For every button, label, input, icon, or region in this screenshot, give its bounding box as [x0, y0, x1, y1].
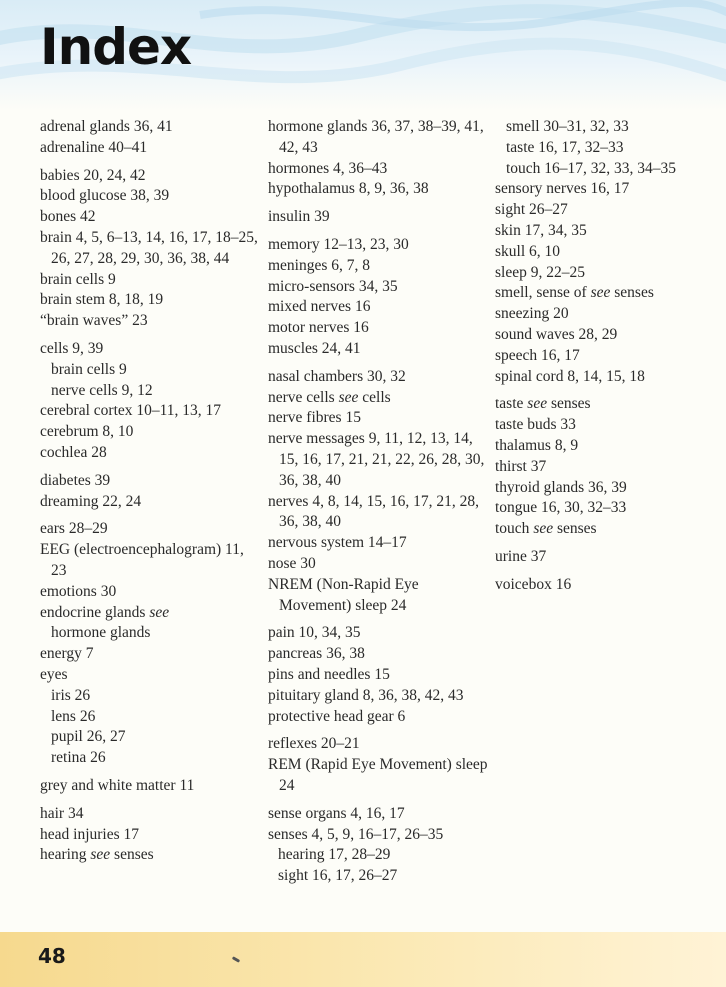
see-target: senses [553, 520, 597, 538]
index-entry-text: NREM (Non-Rapid Eye Movement) sleep 24 [268, 575, 419, 614]
index-entry-text: insulin 39 [268, 208, 330, 226]
index-entry-text: tongue 16, 30, 32–33 [495, 499, 627, 517]
index-entry [495, 200, 723, 221]
page-title: Index [40, 18, 192, 76]
index-entry-text: nerve fibres 15 [268, 409, 361, 427]
index-entry-text: taste 16, 17, 32–33 [506, 138, 624, 156]
index-entry-text: energy 7 [40, 645, 94, 663]
index-entry [40, 471, 262, 492]
index-entry-text: ears 28–29 [40, 520, 108, 538]
index-entry-text: head injuries 17 [40, 825, 140, 843]
index-entry-text: adrenaline 40–41 [40, 138, 148, 156]
index-entry [40, 443, 262, 464]
index-entry [495, 138, 723, 159]
index-entry [268, 845, 490, 866]
see-target: senses [610, 284, 654, 302]
index-entry-text: touch [495, 520, 534, 538]
index-entry [268, 533, 490, 554]
index-entry-text: diabetes 39 [40, 471, 111, 489]
index-entry [40, 228, 262, 270]
index-entry [495, 117, 723, 138]
ink-speck [232, 956, 240, 963]
index-entry-text: iris 26 [51, 686, 91, 704]
index-entry [40, 138, 262, 159]
index-entry-text: nerve cells [268, 388, 339, 406]
see-target: senses [547, 395, 591, 413]
index-entry [268, 734, 490, 755]
page-number: 48 [38, 944, 66, 968]
index-entry-text: smell, sense of [495, 284, 591, 302]
index-entry [40, 186, 262, 207]
index-entry [495, 519, 723, 540]
index-entry [40, 519, 262, 540]
index-entry-text: cochlea 28 [40, 443, 107, 461]
index-entry-text: babies 20, 24, 42 [40, 166, 146, 184]
index-entry-text: thirst 37 [495, 457, 547, 475]
index-entry [495, 304, 723, 325]
index-entry [495, 436, 723, 457]
index-entry [40, 401, 262, 422]
index-entry [40, 117, 262, 138]
index-entry-text: pupil 26, 27 [51, 728, 126, 746]
index-entry [495, 179, 723, 200]
index-entry [268, 429, 490, 491]
index-entry [268, 492, 490, 534]
index-entry-text: thyroid glands 36, 39 [495, 478, 627, 496]
see-reference: see [149, 603, 170, 621]
index-entry [495, 415, 723, 436]
index-entry-text: muscles 24, 41 [268, 339, 361, 357]
index-entry [40, 166, 262, 187]
index-entry [268, 367, 490, 388]
index-entry [268, 179, 490, 200]
index-entry [268, 686, 490, 707]
index-entry [40, 311, 262, 332]
index-entry [40, 270, 262, 291]
index-entry [495, 346, 723, 367]
index-entry-text: sound waves 28, 29 [495, 325, 618, 343]
index-entry [268, 159, 490, 180]
index-entry-text: pain 10, 34, 35 [268, 624, 361, 642]
index-entry-text: smell 30–31, 32, 33 [506, 118, 629, 135]
index-entry-text: hearing [40, 846, 91, 864]
index-entry [495, 394, 723, 415]
index-entry [268, 665, 490, 686]
index-column-1 [40, 117, 262, 866]
index-entry-text: hair 34 [40, 804, 84, 822]
see-reference: see [90, 846, 111, 864]
index-entry-text: meninges 6, 7, 8 [268, 256, 371, 274]
footer-bar [0, 932, 726, 987]
index-entry [40, 290, 262, 311]
index-entry [40, 707, 262, 728]
index-entry-text: senses 4, 5, 9, 16–17, 26–35 [268, 825, 444, 843]
index-entry-text: brain cells 9 [40, 270, 116, 288]
index-entry-text: EEG (electroencephalogram) 11, 23 [40, 541, 244, 579]
index-entry [495, 367, 723, 388]
index-entry [268, 866, 490, 887]
index-entry [495, 263, 723, 284]
index-entry-text: taste [495, 395, 528, 413]
index-entry [495, 221, 723, 242]
index-entry-text: emotions 30 [40, 582, 117, 600]
index-entry-text: nose 30 [268, 554, 316, 572]
index-entry [268, 755, 490, 797]
index-entry-text: spinal cord 8, 14, 15, 18 [495, 367, 645, 385]
index-entry-text: skin 17, 34, 35 [495, 221, 587, 239]
index-entry [40, 381, 262, 402]
index-entry [268, 388, 490, 409]
index-entry [268, 623, 490, 644]
index-entry-text: nerve messages 9, 11, 12, 13, 14, 15, 16, 17, 21, 21, 22, 26, 28, 30, 36, 38, 40 [268, 430, 485, 489]
index-entry [268, 554, 490, 575]
index-entry [40, 776, 262, 797]
index-entry-text: hypothalamus 8, 9, 36, 38 [268, 180, 429, 198]
index-entry-text: nerves 4, 8, 14, 15, 16, 17, 21, 28, 36, 38, 40 [268, 492, 479, 531]
index-entry-text: micro-sensors 34, 35 [268, 277, 398, 295]
index-entry-text: pituitary gland 8, 36, 38, 42, 43 [268, 686, 464, 704]
index-entry [268, 804, 490, 825]
index-entry-text: sleep 9, 22–25 [495, 263, 585, 281]
index-entry [268, 408, 490, 429]
index-entry-text: brain cells 9 [51, 360, 127, 378]
index-entry [40, 845, 262, 866]
index-entry [495, 498, 723, 519]
index-entry [40, 825, 262, 846]
index-entry [495, 457, 723, 478]
index-entry-text: memory 12–13, 23, 30 [268, 235, 409, 253]
index-entry [40, 582, 262, 603]
index-entry-text: cerebral cortex 10–11, 13, 17 [40, 402, 222, 420]
index-entry-text: retina 26 [51, 749, 106, 767]
index-entry [495, 283, 723, 304]
index-entry [268, 644, 490, 665]
index-entry-text: hormones 4, 36–43 [268, 159, 388, 177]
index-entry-text: skull 6, 10 [495, 242, 561, 260]
index-entry [40, 207, 262, 228]
index-entry [40, 422, 262, 443]
index-entry-text: eyes [40, 665, 68, 683]
index-entry [268, 825, 490, 846]
index-entry [40, 665, 262, 686]
index-entry-text: hormone glands [51, 624, 151, 642]
index-entry-text: bones 42 [40, 208, 96, 226]
index-entry [40, 492, 262, 513]
index-entry [268, 207, 490, 228]
index-entry-text: protective head gear 6 [268, 707, 406, 725]
index-entry-text: motor nerves 16 [268, 319, 369, 337]
index-entry-text: nerve cells 9, 12 [51, 381, 153, 399]
index-entry [268, 235, 490, 256]
index-entry-text: nervous system 14–17 [268, 534, 407, 552]
index-entry-text: adrenal glands 36, 41 [40, 118, 173, 135]
index-entry [40, 727, 262, 748]
index-entry [268, 256, 490, 277]
index-entry-text: thalamus 8, 9 [495, 436, 579, 454]
index-entry-text: voicebox 16 [495, 575, 572, 593]
index-entry [40, 686, 262, 707]
index-entry-text: speech 16, 17 [495, 346, 580, 364]
index-column-3 [495, 117, 723, 596]
index-entry-text: taste buds 33 [495, 416, 576, 434]
index-entry-text: endocrine glands [40, 603, 150, 621]
index-entry [495, 478, 723, 499]
index-entry-text: sensory nerves 16, 17 [495, 180, 630, 198]
index-entry-text: pins and needles 15 [268, 665, 390, 683]
index-entry-text: mixed nerves 16 [268, 298, 371, 316]
index-entry-text: REM (Rapid Eye Movement) sleep 24 [268, 756, 488, 794]
index-entry-text: cerebrum 8, 10 [40, 423, 134, 441]
index-entry-text: dreaming 22, 24 [40, 492, 142, 510]
index-entry-text: hormone glands 36, 37, 38–39, 41, 42, 43 [268, 118, 484, 156]
index-entry [268, 575, 490, 617]
index-entry-text: urine 37 [495, 547, 547, 565]
index-entry [40, 540, 262, 582]
index-entry [268, 707, 490, 728]
index-entry [40, 748, 262, 769]
index-entry [495, 242, 723, 263]
see-target: cells [358, 388, 391, 406]
see-reference: see [533, 520, 554, 538]
index-entry [268, 277, 490, 298]
index-entry-text: reflexes 20–21 [268, 735, 360, 753]
see-target: senses [110, 846, 154, 864]
index-entry [40, 623, 262, 644]
index-entry-text: sight 26–27 [495, 201, 568, 219]
index-entry [40, 644, 262, 665]
index-entry [495, 159, 723, 180]
index-entry-text: brain stem 8, 18, 19 [40, 291, 164, 309]
index-entry-text: touch 16–17, 32, 33, 34–35 [506, 159, 677, 177]
index-entry-text: brain 4, 5, 6–13, 14, 16, 17, 18–25, 26, 27, 28, 29, 30, 36, 38, 44 [40, 228, 258, 267]
index-entry-text: grey and white matter 11 [40, 776, 195, 794]
index-entry [495, 575, 723, 596]
index-entry-text: sneezing 20 [495, 305, 569, 323]
index-entry [40, 339, 262, 360]
index-entry [268, 117, 490, 159]
header-banner [0, 0, 726, 110]
index-entry-text: cells 9, 39 [40, 339, 104, 357]
index-entry [495, 325, 723, 346]
index-entry-text: blood glucose 38, 39 [40, 187, 170, 205]
see-reference: see [590, 284, 611, 302]
index-entry-text: hearing 17, 28–29 [278, 846, 391, 864]
index-entry-text: sense organs 4, 16, 17 [268, 804, 405, 822]
index-entry-text: nasal chambers 30, 32 [268, 367, 406, 385]
index-entry-text: sight 16, 17, 26–27 [278, 867, 398, 885]
index-entry [40, 360, 262, 381]
index-entry [40, 804, 262, 825]
index-entry [268, 339, 490, 360]
index-entry [495, 547, 723, 568]
index-entry-text: pancreas 36, 38 [268, 645, 365, 663]
see-reference: see [527, 395, 548, 413]
index-entry-text: “brain waves” 23 [40, 312, 148, 330]
index-entry-text: lens 26 [51, 707, 96, 725]
index-entry [268, 318, 490, 339]
index-entry [268, 297, 490, 318]
index-column-2 [268, 117, 490, 887]
index-entry [40, 603, 262, 624]
see-reference: see [338, 388, 359, 406]
